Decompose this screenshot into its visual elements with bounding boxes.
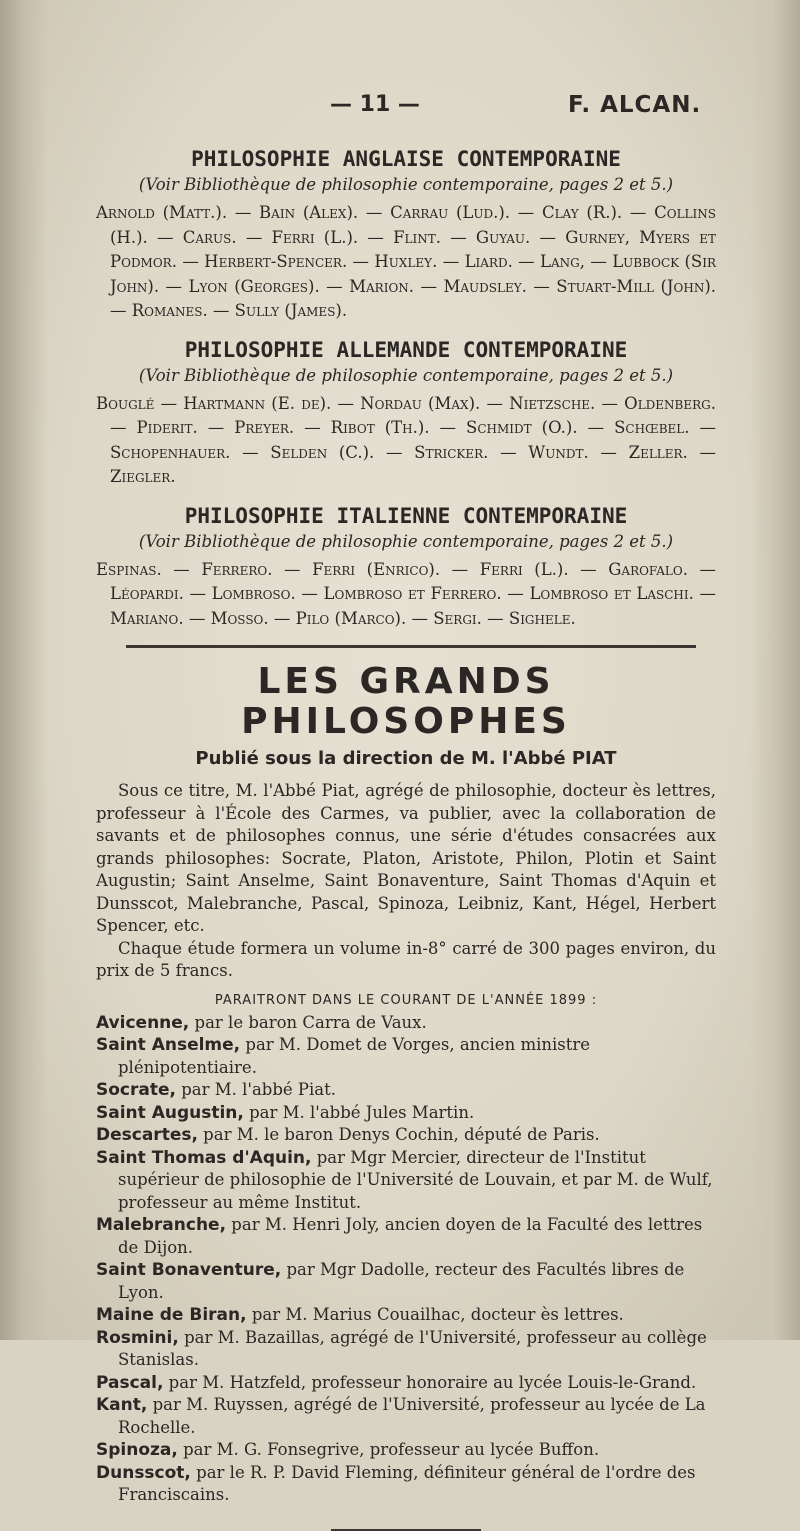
page-number: — 11 — bbox=[330, 92, 420, 117]
entry-subject: Saint Anselme, bbox=[96, 1035, 241, 1055]
series-subtitle: Publié sous la direction de M. l'Abbé PIAT bbox=[195, 748, 617, 769]
forthcoming-list bbox=[96, 1012, 716, 1507]
list-item bbox=[96, 1214, 716, 1259]
publisher-name: F. ALCAN. bbox=[568, 92, 702, 118]
list-item bbox=[96, 1012, 716, 1035]
section-title: PHILOSOPHIE ITALIENNE CONTEMPORAINE bbox=[184, 503, 628, 528]
entry-text: par le baron Carra de Vaux. bbox=[189, 1012, 427, 1032]
entry-text: par M. Domet de Vorges, ancien ministre plénipotentiaire. bbox=[118, 1035, 591, 1077]
entry-text: par M. Henri Joly, ancien doyen de la Faculté des lettres de Dijon. bbox=[118, 1215, 703, 1257]
entry-subject: Saint Thomas d'Aquin, bbox=[96, 1147, 312, 1168]
entry-subject: Saint Augustin, bbox=[96, 1102, 244, 1123]
entry-subject: Saint Bonaventure, bbox=[96, 1260, 282, 1280]
section-anglaise bbox=[96, 145, 716, 324]
entry-subject: Malebranche, bbox=[96, 1215, 227, 1235]
grands-philosophes-section bbox=[96, 662, 716, 1531]
series-title: LES GRANDS PHILOSOPHES bbox=[241, 661, 571, 742]
list-item bbox=[96, 1034, 716, 1079]
section-title: PHILOSOPHIE ANGLAISE CONTEMPORAINE bbox=[191, 147, 621, 171]
list-item bbox=[96, 1462, 716, 1507]
list-item bbox=[96, 1124, 716, 1147]
section-allemande bbox=[96, 336, 716, 490]
section-author-list: Arnold (Matt.). — Bain (Alex). — Carrau (Lud.). — Clay (R.). — Collins (H.). — Carus. — Ferri (L.). — Flint. — Guyau. — Gurney, Myers et Podmor. — Herbert-Spencer. — Huxley. — Liard. — Lang, — Lubbock (Sir John). — Lyon (Georges). — Marion. — Maudsley. — Stuart-Mill (John). — Romanes. — Sully (James). bbox=[96, 203, 716, 320]
section-italienne bbox=[96, 502, 716, 632]
entry-text: par M. Hatzfeld, professeur honoraire au lycée Louis-le-Grand. bbox=[163, 1372, 697, 1392]
page-right-edge-shadow bbox=[750, 0, 800, 1340]
entry-text: par M. G. Fonsegrive, professeur au lycée Buffon. bbox=[177, 1440, 600, 1459]
entry-text: par le R. P. David Fleming, définiteur général de l'ordre des Franciscains. bbox=[118, 1462, 696, 1504]
entry-subject: Pascal, bbox=[96, 1372, 164, 1393]
section-author-list: Bouglé — Hartmann (E. de). — Nordau (Max). — Nietzsche. — Oldenberg. — Piderit. — Preyer. — Ribot (Th.). — Schmidt (O.). — Schœbel. — Schopenhauer. — Selden (C.). — Stricker. — Wundt. — Zeller. — Ziegler. bbox=[96, 393, 716, 486]
section-title: PHILOSOPHIE ALLEMANDE CONTEMPORAINE bbox=[184, 337, 628, 362]
page-left-edge-shadow bbox=[0, 0, 48, 1340]
entry-text: par M. l'abbé Jules Martin. bbox=[243, 1102, 475, 1122]
section-note: (Voir Bibliothèque de philosophie contemporaine, pages 2 et 5.) bbox=[138, 175, 674, 194]
list-item bbox=[96, 1439, 716, 1462]
entry-subject: Socrate, bbox=[96, 1080, 176, 1100]
section-divider bbox=[126, 645, 696, 648]
entry-text: par Mgr Dadolle, recteur des Facultés libres de Lyon. bbox=[118, 1260, 685, 1302]
entry-subject: Rosmini, bbox=[96, 1327, 179, 1348]
end-divider bbox=[331, 1529, 481, 1531]
list-item bbox=[96, 1327, 716, 1372]
entry-subject: Spinoza, bbox=[96, 1440, 178, 1460]
list-item bbox=[96, 1147, 716, 1215]
section-author-list: Espinas. — Ferrero. — Ferri (Enrico). — Ferri (L.). — Garofalo. — Léopardi. — Lombroso. — Lombroso et Ferrero. — Lombroso et Laschi. — Mariano. — Mosso. — Pilo (Marco). — Sergi. — Sighele. bbox=[96, 559, 716, 628]
list-item bbox=[96, 1304, 716, 1327]
entry-text: par M. Bazaillas, agrégé de l'Université, professeur au collège Stanislas. bbox=[118, 1327, 707, 1369]
entry-subject: Avicenne, bbox=[96, 1012, 190, 1033]
entry-subject: Maine de Biran, bbox=[96, 1305, 247, 1325]
section-note: (Voir Bibliothèque de philosophie contemporaine, pages 2 et 5.) bbox=[138, 365, 674, 385]
entry-text: par M. le baron Denys Cochin, député de Paris. bbox=[197, 1125, 600, 1144]
page-header bbox=[0, 92, 800, 128]
entry-text: par Mgr Mercier, directeur de l'Institut supérieur de philosophie de l'Université de Louvain, et par M. de Wulf, professeur au même Institut. bbox=[118, 1147, 713, 1212]
list-item bbox=[96, 1372, 716, 1395]
list-item bbox=[96, 1259, 716, 1304]
entry-text: par M. l'abbé Piat. bbox=[175, 1080, 337, 1099]
series-price-note: Chaque étude formera un volume in-8° carré de 300 pages environ, du prix de 5 francs. bbox=[96, 938, 716, 980]
page-content bbox=[96, 145, 716, 1531]
entry-subject: Dunsscot, bbox=[96, 1462, 191, 1483]
list-item bbox=[96, 1394, 716, 1439]
forthcoming-heading: PARAITRONT DANS LE COURANT DE L'ANNÉE 1899 : bbox=[214, 992, 598, 1008]
entry-subject: Kant, bbox=[96, 1395, 148, 1415]
list-item bbox=[96, 1079, 716, 1102]
series-description: Sous ce titre, M. l'Abbé Piat, agrégé de philosophie, docteur ès lettres, professeur à l'École des Carmes, va publier, avec la collaboration de savants et de philosophes connus, une série d'études consacrées aux grands philosophes: Socrate, Platon, Aristote, Philon, Plotin et Saint Augustin; Saint Anselme, Saint Bonaventure, Saint Thomas d'Aquin et Dunsscot, Malebranche, Pascal, Spinoza, Leibniz, Kant, Hégel, Herbert Spencer, etc. bbox=[96, 781, 716, 935]
section-note: (Voir Bibliothèque de philosophie contemporaine, pages 2 et 5.) bbox=[138, 531, 674, 551]
entry-subject: Descartes, bbox=[96, 1125, 198, 1145]
entry-text: par M. Ruyssen, agrégé de l'Université, professeur au lycée de La Rochelle. bbox=[118, 1395, 706, 1437]
entry-text: par M. Marius Couailhac, docteur ès lettres. bbox=[246, 1305, 624, 1324]
list-item bbox=[96, 1102, 716, 1125]
